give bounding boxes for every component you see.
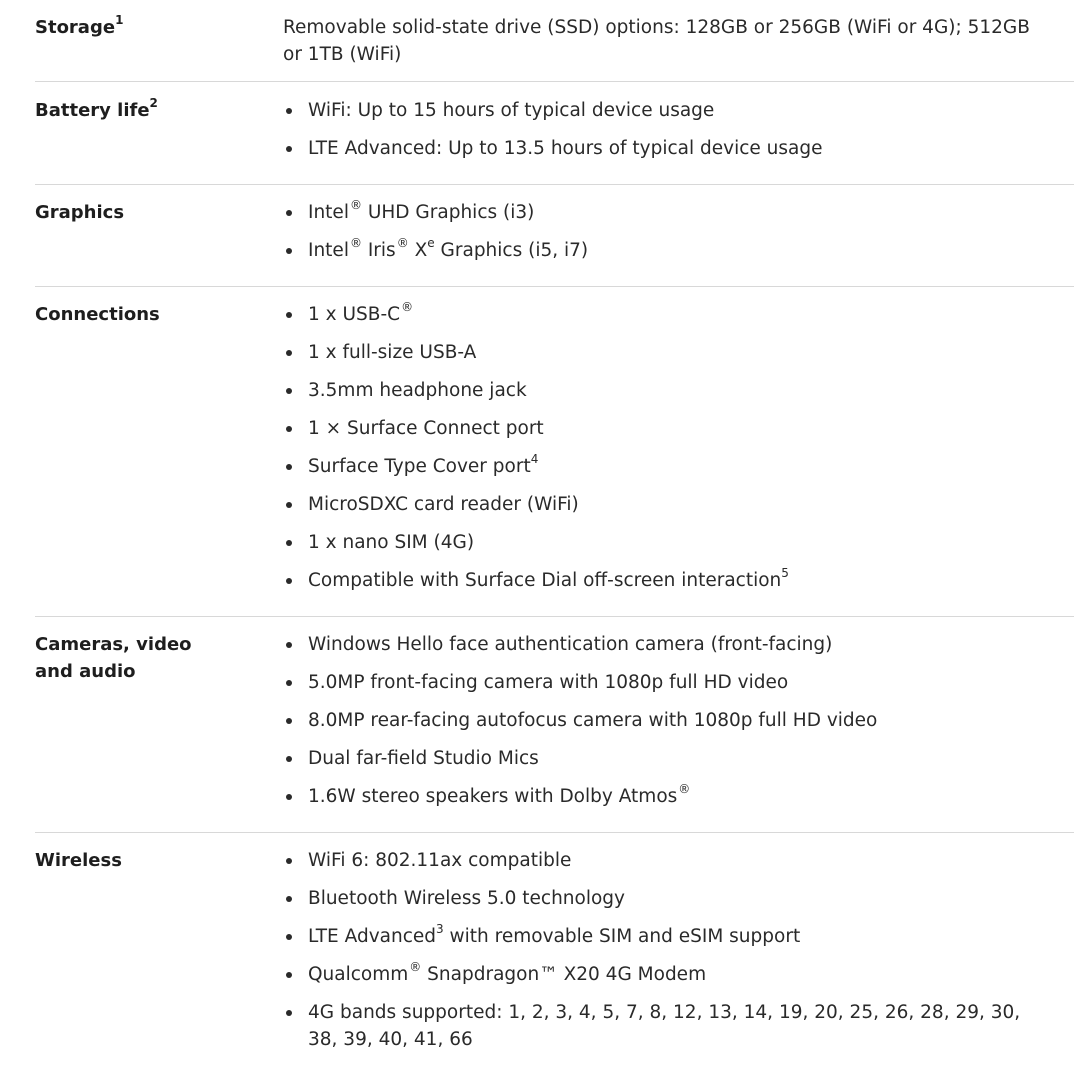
text-segment: Iris xyxy=(361,240,396,261)
list-item xyxy=(283,847,1054,874)
footnote-ref: 5 xyxy=(781,565,789,580)
text-segment: Surface Type Cover port xyxy=(308,456,531,477)
text-segment: Intel xyxy=(308,240,349,261)
spec-label-text: Storage xyxy=(35,17,116,38)
spec-list xyxy=(283,301,1054,594)
spec-label xyxy=(35,631,283,810)
spec-label xyxy=(35,847,283,1053)
text-segment: Bluetooth Wireless 5.0 technology xyxy=(308,888,626,909)
spec-label-text: Wireless xyxy=(35,850,122,871)
text-segment: UHD Graphics (i3) xyxy=(361,202,535,223)
text-segment: Graphics (i5, i7) xyxy=(434,240,589,261)
spec-list xyxy=(283,847,1054,1053)
list-item xyxy=(283,961,1054,988)
spec-value-text: Removable solid-state drive (SSD) options: 128GB or 256GB (WiFi or 4G); 512GB or 1TB (WiFi) xyxy=(283,17,1030,65)
spec-label-text: Battery life xyxy=(35,100,150,121)
list-item xyxy=(283,707,1054,734)
text-segment: 5.0MP front-facing camera with 1080p full HD video xyxy=(308,672,789,693)
text-segment: 8.0MP rear-facing autofocus camera with 1080p full HD video xyxy=(308,710,878,731)
spec-row-connections xyxy=(35,287,1074,617)
text-segment: Qualcomm xyxy=(308,964,409,985)
text-segment: Windows Hello face authentication camera (front-facing) xyxy=(308,634,833,655)
registered-mark: ® xyxy=(409,959,422,974)
list-item xyxy=(283,631,1054,658)
spec-row-cameras-video-audio xyxy=(35,617,1074,833)
registered-mark: ® xyxy=(349,235,362,250)
footnote-ref: 1 xyxy=(115,13,124,27)
footnote-ref: 3 xyxy=(436,921,444,936)
spec-value xyxy=(283,14,1074,68)
list-item xyxy=(283,669,1054,696)
list-item xyxy=(283,237,1054,264)
registered-mark: ® xyxy=(349,197,362,212)
list-item xyxy=(283,339,1054,366)
list-item xyxy=(283,783,1054,810)
spec-row-storage xyxy=(35,0,1074,82)
list-item xyxy=(283,885,1054,912)
list-item xyxy=(283,999,1054,1053)
spec-row-battery-life xyxy=(35,82,1074,185)
text-segment: X xyxy=(408,240,428,261)
text-segment: 4G bands supported: 1, 2, 3, 4, 5, 7, 8, 12, 13, 14, 19, 20, 25, 26, 28, 29, 30, 38, 39, 40, 41, 66 xyxy=(308,1002,1021,1050)
spec-label xyxy=(35,14,283,68)
registered-mark: ® xyxy=(396,235,409,250)
text-segment: Intel xyxy=(308,202,349,223)
spec-value xyxy=(283,847,1074,1053)
list-item xyxy=(283,301,1054,328)
spec-label xyxy=(35,97,283,162)
list-item xyxy=(283,491,1054,518)
text-segment: 1 × Surface Connect port xyxy=(308,418,544,439)
text-segment: Dual far-field Studio Mics xyxy=(308,748,539,769)
spec-label-text: Connections xyxy=(35,304,160,325)
spec-list xyxy=(283,199,1054,264)
list-item xyxy=(283,529,1054,556)
spec-list xyxy=(283,97,1054,162)
text-segment: WiFi 6: 802.11ax compatible xyxy=(308,850,572,871)
spec-value xyxy=(283,97,1074,162)
footnote-ref: 4 xyxy=(530,451,539,466)
list-item xyxy=(283,923,1054,950)
list-item xyxy=(283,415,1054,442)
spec-row-graphics xyxy=(35,185,1074,287)
text-segment: Compatible with Surface Dial off-screen interaction xyxy=(308,570,782,591)
text-segment: MicroSDXC card reader (WiFi) xyxy=(308,494,579,515)
superscript: e xyxy=(427,235,435,250)
spec-label xyxy=(35,199,283,264)
spec-list xyxy=(283,631,1054,810)
footnote-ref: 2 xyxy=(149,96,158,110)
text-segment: 1 x USB-C xyxy=(308,304,401,325)
spec-value xyxy=(283,199,1074,264)
text-segment: 1 x full-size USB-A xyxy=(308,342,477,363)
list-item xyxy=(283,745,1054,772)
spec-table xyxy=(35,0,1074,1063)
text-segment: with removable SIM and eSIM support xyxy=(443,926,801,947)
spec-value xyxy=(283,301,1074,594)
registered-mark: ® xyxy=(401,299,414,314)
text-segment: Snapdragon™ X20 4G Modem xyxy=(421,964,707,985)
spec-row-wireless xyxy=(35,833,1074,1063)
spec-label-text: Graphics xyxy=(35,202,125,223)
list-item: LTE Advanced: Up to 13.5 hours of typical device usage xyxy=(283,135,1054,162)
text-segment: 1 x nano SIM (4G) xyxy=(308,532,475,553)
registered-mark: ® xyxy=(678,781,691,796)
list-item xyxy=(283,199,1054,226)
list-item xyxy=(283,453,1054,480)
list-item xyxy=(283,377,1054,404)
list-item xyxy=(283,567,1054,594)
spec-label xyxy=(35,301,283,594)
spec-label-text: Cameras, video and audio xyxy=(35,634,192,682)
list-item: WiFi: Up to 15 hours of typical device usage xyxy=(283,97,1054,124)
text-segment: LTE Advanced xyxy=(308,926,437,947)
text-segment: 3.5mm headphone jack xyxy=(308,380,527,401)
spec-value xyxy=(283,631,1074,810)
text-segment: 1.6W stereo speakers with Dolby Atmos xyxy=(308,786,678,807)
